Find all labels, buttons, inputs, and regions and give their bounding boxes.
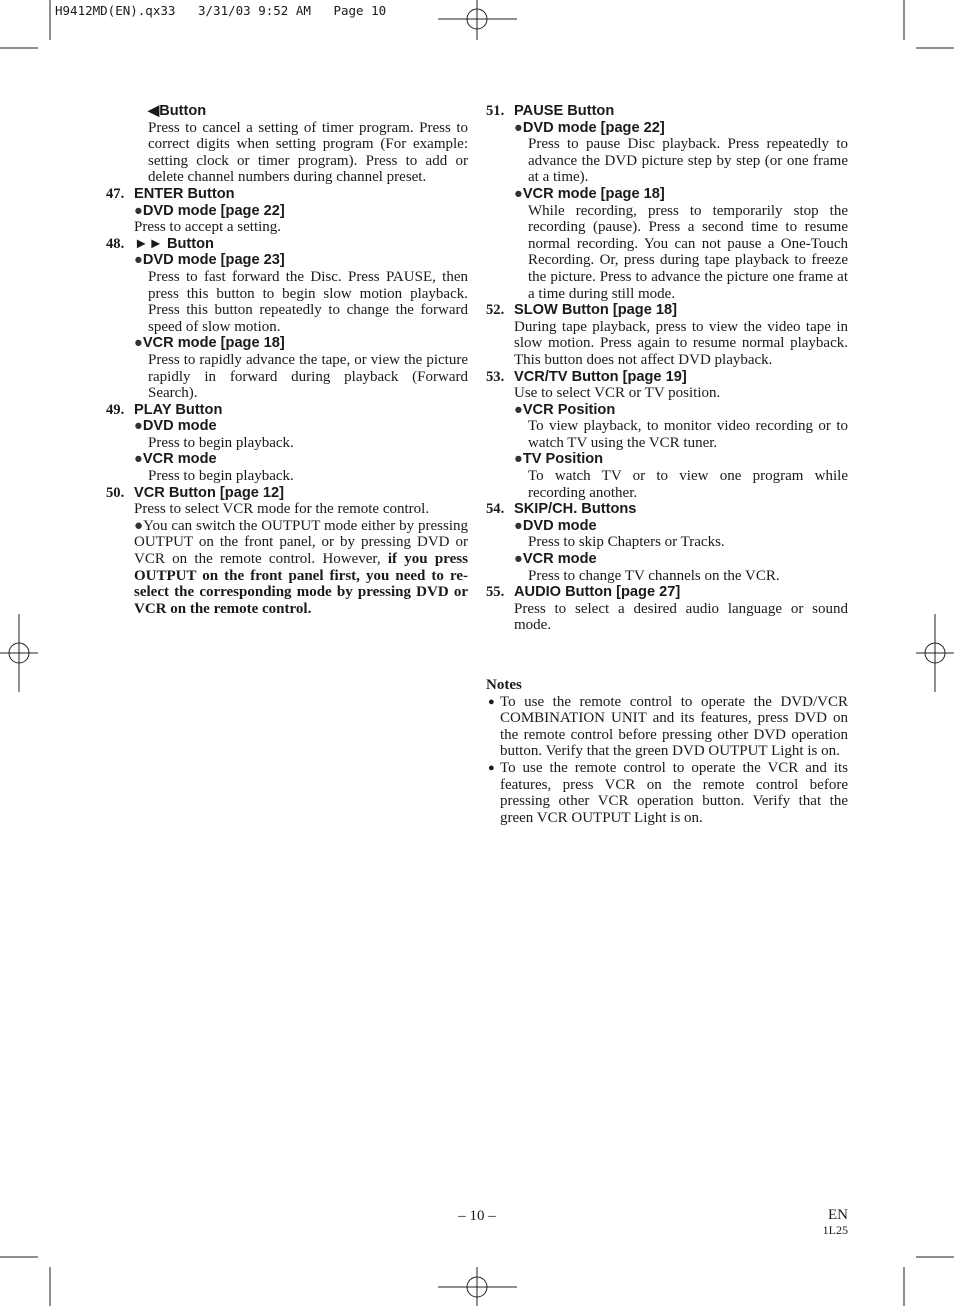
- skip-dvd-text: Press to skip Chapters or Tracks.: [528, 534, 725, 551]
- audio-button-heading: 55. AUDIO Button [page 27]: [486, 584, 681, 601]
- registration-mark-top: [438, 0, 517, 40]
- pause-vcr-mode: ●VCR mode [page 18]: [514, 185, 665, 202]
- skip-dvd-mode: ●DVD mode: [514, 517, 597, 534]
- play-button-heading: 49. PLAY Button: [106, 401, 223, 418]
- language-code: EN: [828, 1207, 848, 1223]
- pause-dvd-text: Press to pause Disc playback. Press repeatedly to advance the DVD picture step by step (or one frame at a time).: [528, 136, 848, 186]
- note-item: ● To use the remote control to operate the DVD/VCR COMBINATION UNIT and its features, press DVD on the remote control before pressing other DVD operation button. Verify that the green DVD OUTPUT Light is on.: [488, 693, 848, 760]
- notes-title: Notes: [486, 677, 522, 693]
- audio-button-text: Press to select a desired audio language or sound mode.: [514, 600, 848, 634]
- registration-mark-right: [916, 614, 954, 692]
- play-dvd-text: Press to begin playback.: [148, 434, 294, 451]
- ff-dvd-mode: ●DVD mode [page 23]: [134, 252, 285, 269]
- play-dvd-mode: ●DVD mode: [134, 418, 217, 435]
- file-slug: H9412MD(EN).qx33 3/31/03 9:52 AM Page 10: [55, 3, 387, 18]
- registration-mark-bottom: [438, 1267, 517, 1306]
- left-column: [106, 103, 468, 617]
- ff-vcr-mode: ●VCR mode [page 18]: [134, 335, 285, 352]
- vcr-button-note-bold: if you press OUTPUT on the front panel first, you need to re-select the corresponding mode by pressing DVD or VCR on the remote control.: [134, 551, 468, 617]
- skip-vcr-text: Press to change TV channels on the VCR.: [528, 567, 780, 584]
- enter-dvd-mode: ●DVD mode [page 22]: [134, 202, 285, 219]
- note-item: ● To use the remote control to operate the VCR and its features, press VCR on the remote control before pressing other VCR operation button. Verify that the green VCR OUTPUT Light is on.: [488, 759, 848, 826]
- enter-button-heading: 47. ENTER Button: [106, 185, 235, 202]
- slow-button-text: During tape playback, press to view the video tape in slow motion. Press again to resume normal playback. This button does not affect DVD playback.: [514, 318, 848, 368]
- vcr-position-text: To view playback, to monitor video recording or to watch TV using the VCR tuner.: [528, 418, 848, 451]
- vcr-position-label: ●VCR Position: [514, 401, 616, 418]
- ff-dvd-text: Press to fast forward the Disc. Press PAUSE, then press this button to begin slow motion playback. Press this button repeatedly to change the forward speed of slow motion.: [148, 268, 468, 335]
- skip-vcr-mode: ●VCR mode: [514, 551, 597, 568]
- vcr-button-heading: 50. VCR Button [page 12]: [106, 484, 284, 501]
- vcr-tv-button-heading: 53. VCR/TV Button [page 19]: [486, 368, 687, 385]
- pause-vcr-text: While recording, press to temporarily stop the recording (pause). Press a second time to resume normal recording. You can not pause a One-Touch Recording. Or, press during tape playback to freeze the picture. Press to advance the picture one frame at a time during still mode.: [528, 202, 848, 302]
- slow-button-heading: 52. SLOW Button [page 18]: [486, 302, 677, 319]
- registration-mark-left: [0, 614, 38, 692]
- skip-ch-buttons-heading: 54. SKIP/CH. Buttons: [486, 501, 637, 518]
- play-vcr-text: Press to begin playback.: [148, 468, 294, 485]
- model-code: 1L25: [822, 1223, 848, 1237]
- play-vcr-mode: ●VCR mode: [134, 451, 217, 468]
- tv-position-text: To watch TV or to view one program while recording another.: [528, 468, 848, 501]
- vcr-tv-button-text: Use to select VCR or TV position.: [514, 385, 721, 402]
- tv-position-label: ●TV Position: [514, 451, 604, 468]
- rew-button-text: Press to cancel a setting of timer program. Press to correct digits when setting program (For example: setting clock or timer program). Press to add or delete channel numbers during channel preset.: [148, 119, 468, 186]
- right-column: [486, 103, 848, 826]
- pause-button-heading: 51. PAUSE Button: [486, 103, 615, 119]
- page-number: – 10 –: [458, 1208, 496, 1224]
- pause-dvd-mode: ●DVD mode [page 22]: [514, 119, 665, 136]
- vcr-button-text: Press to select VCR mode for the remote control.: [134, 501, 430, 518]
- vcr-button-note: ●You can switch the OUTPUT mode either by pressing OUTPUT on the front panel, or by pressing DVD or VCR on the remote control. However, if you press OUTPUT on the front panel first, you need to re-select the corresponding mode by pressing DVD or VCR on the remote control.: [134, 517, 468, 617]
- rew-button-heading: ◀Button: [148, 103, 207, 119]
- ff-vcr-text: Press to rapidly advance the tape, or view the picture rapidly in forward during playback (Forward Search).: [148, 351, 468, 402]
- enter-text: Press to accept a setting.: [134, 219, 282, 236]
- ff-button-heading: 48. ►► Button: [106, 235, 214, 252]
